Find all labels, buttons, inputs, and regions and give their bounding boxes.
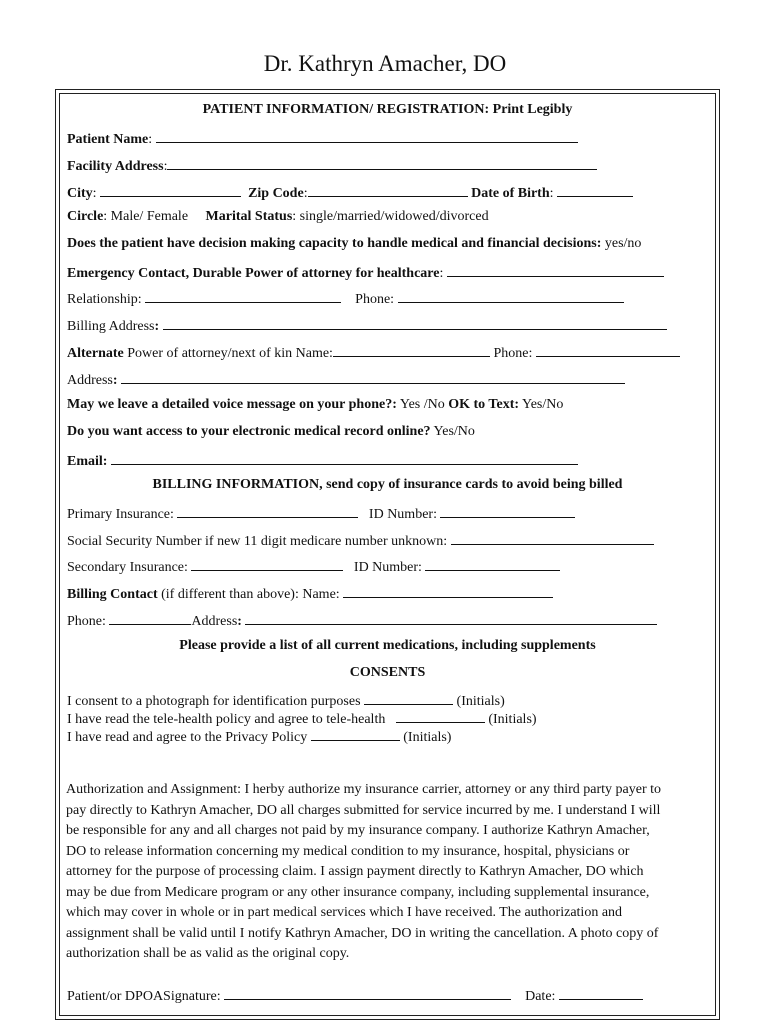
authorization-line: be responsible for any and all charges not paid by my insurance company. I authorize Kathryn Amacher, — [66, 823, 650, 838]
billing-address-row: Billing Address: — [67, 315, 667, 336]
consent-telehealth-initials-field[interactable] — [396, 708, 485, 723]
facility-address-row: Facility Address: — [67, 155, 597, 176]
facility-address-field[interactable] — [167, 155, 597, 170]
secondary-id-label: ID Number: — [353, 560, 422, 575]
alternate-phone-field[interactable] — [536, 342, 680, 357]
authorization-line: assignment shall be valid until I notify Kathryn Amacher, DO in writing the cancellation. A photo copy of — [66, 925, 659, 941]
signature-date-field[interactable] — [559, 985, 643, 1000]
email-field[interactable] — [111, 450, 578, 465]
voicemail-question: May we leave a detailed voice message on your phone?: — [67, 397, 397, 412]
patient-name-row: Patient Name: — [67, 128, 578, 149]
ssn-label: Social Security Number if new 11 digit medicare number unknown: — [67, 534, 448, 549]
authorization-line: may be due from Medicare program or any other insurance company, including supplemental insurance, — [66, 884, 650, 900]
capacity-options[interactable]: yes/no — [604, 236, 642, 251]
marital-label: Marital Status — [205, 209, 293, 224]
text-question: OK to Text: — [448, 397, 520, 412]
relationship-field[interactable] — [145, 288, 341, 303]
capacity-question: Does the patient have decision making capacity to handle medical and financial decisions: — [67, 236, 602, 251]
address-label: Address — [67, 373, 113, 388]
city-zip-dob-row: City: Zip Code: Date of Birth: — [67, 182, 633, 203]
signature-date-label: Date: — [525, 989, 556, 1004]
facility-address-label: Facility Address — [67, 159, 164, 174]
city-label: City — [67, 186, 93, 201]
billing-contact-row — [67, 583, 553, 604]
form-header: PATIENT INFORMATION/ REGISTRATION: Print Legibly — [202, 102, 573, 117]
primary-insurance-field[interactable] — [177, 503, 358, 518]
billing-address-label: Billing Address — [67, 319, 155, 334]
secondary-insurance-row — [67, 556, 560, 577]
gender-marital-row — [67, 208, 489, 226]
address-field[interactable] — [121, 369, 625, 384]
secondary-insurance-label: Secondary Insurance: — [67, 560, 188, 575]
consent-telehealth-label: I have read the tele-health policy and agree to tele-health — [67, 712, 386, 727]
relationship-row — [67, 288, 624, 309]
zip-label: Zip Code — [248, 186, 304, 201]
consent-privacy-initials-field[interactable] — [311, 726, 400, 741]
email-label: Email: — [67, 454, 108, 469]
authorization-line: DO to release information concerning my medical condition to my insurance, hospital, physicians or — [66, 843, 630, 859]
authorization-paragraph — [66, 780, 714, 965]
primary-insurance-row — [67, 503, 575, 524]
phone-label: Phone: — [355, 292, 395, 307]
billing-phone-label: Phone: — [67, 614, 106, 629]
authorization-line: Authorization and Assignment: I herby authorize my insurance carrier, attorney or any third party payer to — [66, 782, 662, 797]
medications-header: Please provide a list of all current medications, including supplements — [179, 638, 596, 653]
capacity-row — [67, 235, 641, 253]
signature-row — [67, 985, 643, 1006]
emergency-contact-field[interactable] — [447, 262, 664, 277]
gender-options[interactable]: : Male/ Female — [103, 209, 189, 224]
secondary-insurance-field[interactable] — [191, 556, 343, 571]
voicemail-options[interactable]: Yes /No — [399, 397, 445, 412]
dob-label: Date of Birth — [471, 186, 550, 201]
zip-field[interactable] — [308, 182, 468, 197]
authorization-line: which may cover in whole or in part medical services which I have received. The authorization and — [66, 905, 623, 920]
relationship-label: Relationship: — [67, 292, 142, 307]
signature-field[interactable] — [224, 985, 511, 1000]
text-options[interactable]: Yes/No — [522, 397, 564, 412]
billing-contact-address-label: Address — [191, 614, 238, 629]
alternate-poa-row — [67, 342, 680, 363]
alternate-name-label: Power of attorney/next of kin Name: — [127, 346, 333, 361]
authorization-line: authorization shall be as valid as the original copy. — [66, 946, 350, 961]
dob-field[interactable] — [557, 182, 633, 197]
consent-privacy-initials-label: (Initials) — [403, 730, 452, 745]
ssn-field[interactable] — [451, 530, 654, 545]
primary-id-label: ID Number: — [368, 507, 437, 522]
consents-header: CONSENTS — [349, 665, 426, 680]
consent-photo-initials-label: (Initials) — [456, 694, 505, 709]
emr-row — [67, 423, 475, 441]
marital-options[interactable]: : single/married/widowed/divorced — [292, 209, 489, 224]
consent-photo-initials-field[interactable] — [364, 690, 453, 705]
patient-name-label: Patient Name — [67, 132, 149, 147]
city-field[interactable] — [100, 182, 241, 197]
authorization-line: attorney for the purpose of processing claim. I assign payment directly to Kathryn Amacher, DO which — [66, 864, 644, 879]
alternate-label: Alternate — [67, 346, 124, 361]
consent-privacy-label: I have read and agree to the Privacy Policy — [67, 730, 308, 745]
authorization-line: pay directly to Kathryn Amacher, DO all charges submitted for service incurred by me. I understand I will — [66, 802, 661, 818]
emr-question: Do you want access to your electronic medical record online? — [67, 424, 431, 439]
billing-contact-name-field[interactable] — [343, 583, 553, 598]
consent-telehealth-initials-label: (Initials) — [488, 712, 537, 727]
page-title: Dr. Kathryn Amacher, DO — [263, 51, 507, 76]
emergency-contact-label: Emergency Contact, Durable Power of attorney for healthcare — [67, 266, 440, 281]
address-row: Address: — [67, 369, 625, 390]
billing-header: BILLING INFORMATION, send copy of insurance cards to avoid being billed — [152, 477, 623, 492]
primary-insurance-label: Primary Insurance: — [67, 507, 174, 522]
billing-contact-label: Billing Contact — [67, 587, 158, 602]
primary-id-field[interactable] — [440, 503, 575, 518]
emergency-contact-row: Emergency Contact, Durable Power of attorney for healthcare: — [67, 262, 664, 283]
consent-photo-label: I consent to a photograph for identification purposes — [67, 694, 361, 709]
billing-contact-phone-row: Phone: Address: — [67, 610, 657, 631]
ssn-row — [67, 530, 654, 551]
circle-label: Circle — [67, 209, 104, 224]
voicemail-row — [67, 396, 563, 414]
emr-options[interactable]: Yes/No — [433, 424, 475, 439]
billing-contact-name-label: (if different than above): Name: — [161, 587, 340, 602]
consent-privacy-row — [67, 726, 451, 747]
secondary-id-field[interactable] — [425, 556, 560, 571]
patient-name-field[interactable] — [156, 128, 578, 143]
alternate-phone-label: Phone: — [493, 346, 533, 361]
email-row — [67, 450, 578, 471]
billing-contact-address-field[interactable] — [245, 610, 657, 625]
billing-phone-field[interactable] — [109, 610, 191, 625]
billing-address-field[interactable] — [163, 315, 667, 330]
alternate-name-field[interactable] — [333, 342, 490, 357]
signature-label: Patient/or DPOASignature: — [67, 989, 221, 1004]
phone-field[interactable] — [398, 288, 624, 303]
